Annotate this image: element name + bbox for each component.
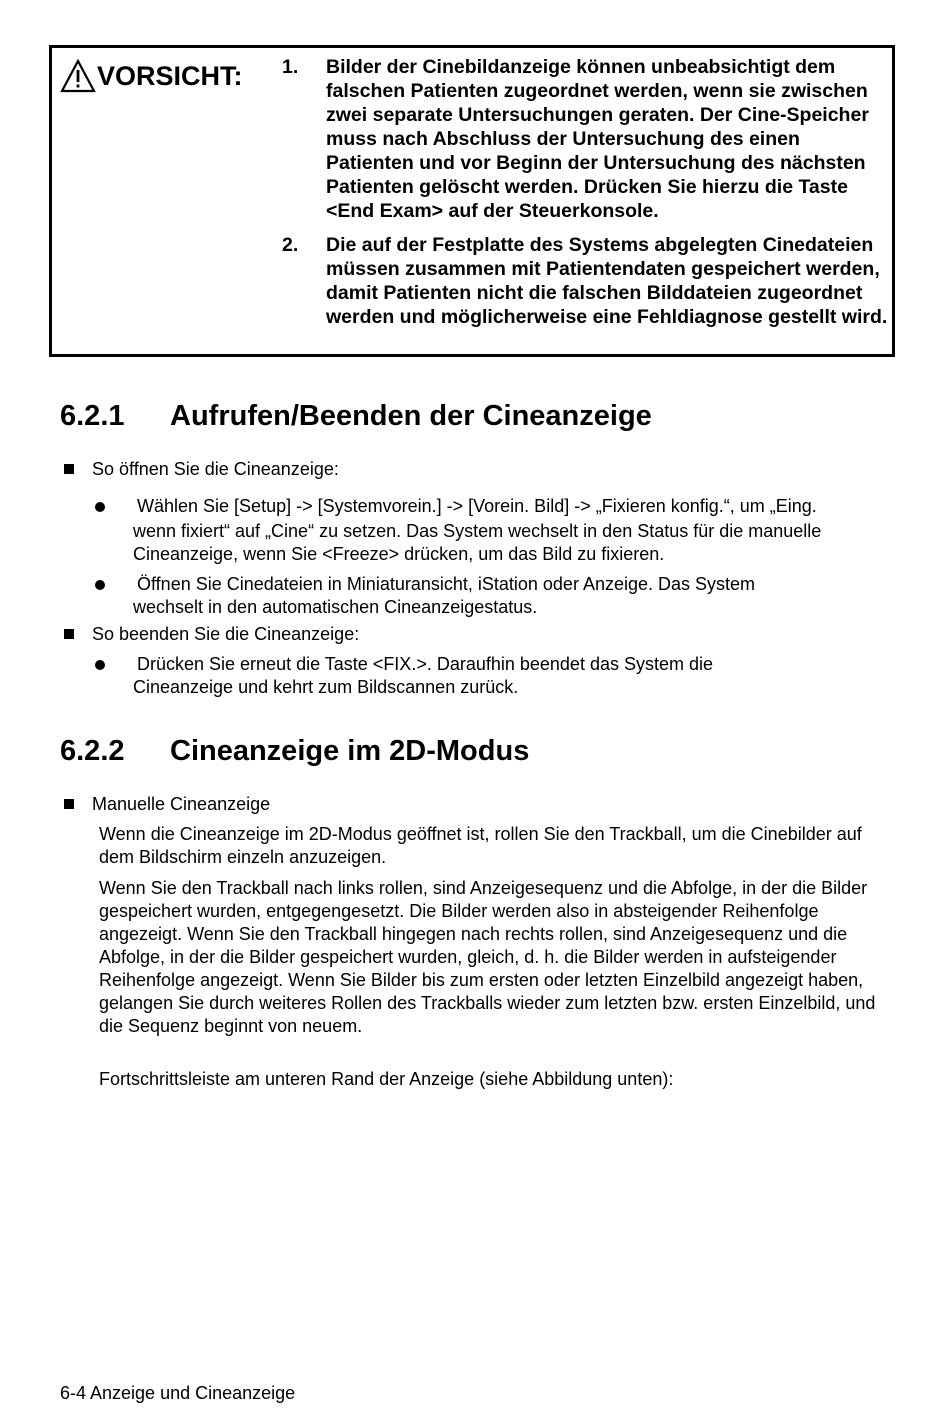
list-heading-close xyxy=(64,622,359,646)
section-title: Aufrufen/Beenden der Cineanzeige xyxy=(170,400,652,432)
bullet-item xyxy=(95,495,895,566)
list-heading-open xyxy=(64,457,339,481)
bullet-text-continuation: wenn fixiert“ auf „Cine“ zu setzen. Das System wechselt in den Status für die manuelle Cineanzeige, wenn Sie <Freeze> drücken, um das Bild zu fixieren. xyxy=(133,521,822,564)
bullet-text-continuation: Cineanzeige und kehrt zum Bildscannen zurück. xyxy=(133,677,519,697)
list-heading-text: So öffnen Sie die Cineanzeige: xyxy=(92,459,339,479)
list-heading-text: So beenden Sie die Cineanzeige: xyxy=(92,624,360,644)
bullet-text-first-line: Öffnen Sie Cinedateien in Miniaturansicht, iStation oder Anzeige. Das System xyxy=(137,574,756,594)
list-heading-text: Manuelle Cineanzeige xyxy=(92,794,271,814)
caution-box xyxy=(49,45,895,357)
section-number: 6.2.2 xyxy=(60,735,125,767)
caution-item xyxy=(282,233,892,329)
square-bullet-icon xyxy=(64,464,74,474)
round-bullet-icon xyxy=(95,580,105,590)
round-bullet-icon xyxy=(95,660,105,670)
paragraph: Wenn die Cineanzeige im 2D-Modus geöffnet ist, rollen Sie den Trackball, um die Cinebilder auf dem Bildschirm einzeln anzuzeigen. xyxy=(99,824,862,867)
section-heading-6-2-1 xyxy=(60,398,652,434)
round-bullet-icon xyxy=(95,502,105,512)
bullet-text-first-line: Wählen Sie [Setup] -> [Systemvorein.] -> [Vorein. Bild] -> „Fixieren konfig.“, um „Eing. xyxy=(137,496,817,516)
list-heading-manual xyxy=(64,792,270,816)
caution-item-text: Die auf der Festplatte des Systems abgelegten Cinedateien müssen zusammen mit Patientendaten gespeichert werden, damit Patienten nicht die falschen Bilddateien zugeordnet werden und möglicherweise eine Fehldiagnose gestellt wird. xyxy=(326,234,888,328)
square-bullet-icon xyxy=(64,799,74,809)
page-footer: 6-4 Anzeige und Cineanzeige xyxy=(60,1383,296,1403)
paragraph: Fortschrittsleiste am unteren Rand der Anzeige (siehe Abbildung unten): xyxy=(99,1069,674,1089)
section-heading-6-2-2 xyxy=(60,733,529,769)
warning-triangle-icon xyxy=(60,59,96,93)
bullet-item xyxy=(95,573,895,619)
paragraph: Wenn Sie den Trackball nach links rollen, sind Anzeigesequenz und die Abfolge, in der die Bilder gespeichert wurden, entgegengesetzt. Die Bilder werden also in absteigender Reihenfolge angezeigt. Wenn Sie den Trackball hingegen nach rechts rollen, sind Anzeigesequenz und die Abfolge, in der die Bilder gespeichert wurden, gleich, d. h. die Bilder werden in aufsteigender Reihenfolge angezeigt. Wenn Sie Bilder bis zum ersten oder letzten Einzelbild angezeigt haben, gelangen Sie durch weiteres Rollen des Trackballs wieder zum letzten bzw. ersten Einzelbild, und die Sequenz beginnt von neuem. xyxy=(99,878,876,1036)
bullet-item xyxy=(95,653,895,699)
caution-item xyxy=(282,55,892,223)
bullet-text-first-line: Drücken Sie erneut die Taste <FIX.>. Daraufhin beendet das System die xyxy=(137,654,713,674)
caution-label xyxy=(60,56,243,96)
caution-title: VORSICHT: xyxy=(97,60,243,91)
section-title: Cineanzeige im 2D-Modus xyxy=(170,735,530,767)
bullet-text-continuation: wechselt in den automatischen Cineanzeigestatus. xyxy=(133,597,538,617)
caution-item-number: 2. xyxy=(282,234,299,256)
caution-item-number: 1. xyxy=(282,56,299,78)
caution-item-text: Bilder der Cinebildanzeige können unbeabsichtigt dem falschen Patienten zugeordnet werden, wenn sie zwischen zwei separate Untersuchungen geraten. Der Cine-Speicher muss nach Abschluss der Untersuchung des einen Patienten und vor Beginn der Untersuchung des nächsten Patienten gelöscht werden. Drücken Sie hierzu die Taste <End Exam> auf der Steuerkonsole. xyxy=(326,56,869,222)
square-bullet-icon xyxy=(64,629,74,639)
section-number: 6.2.1 xyxy=(60,400,125,432)
